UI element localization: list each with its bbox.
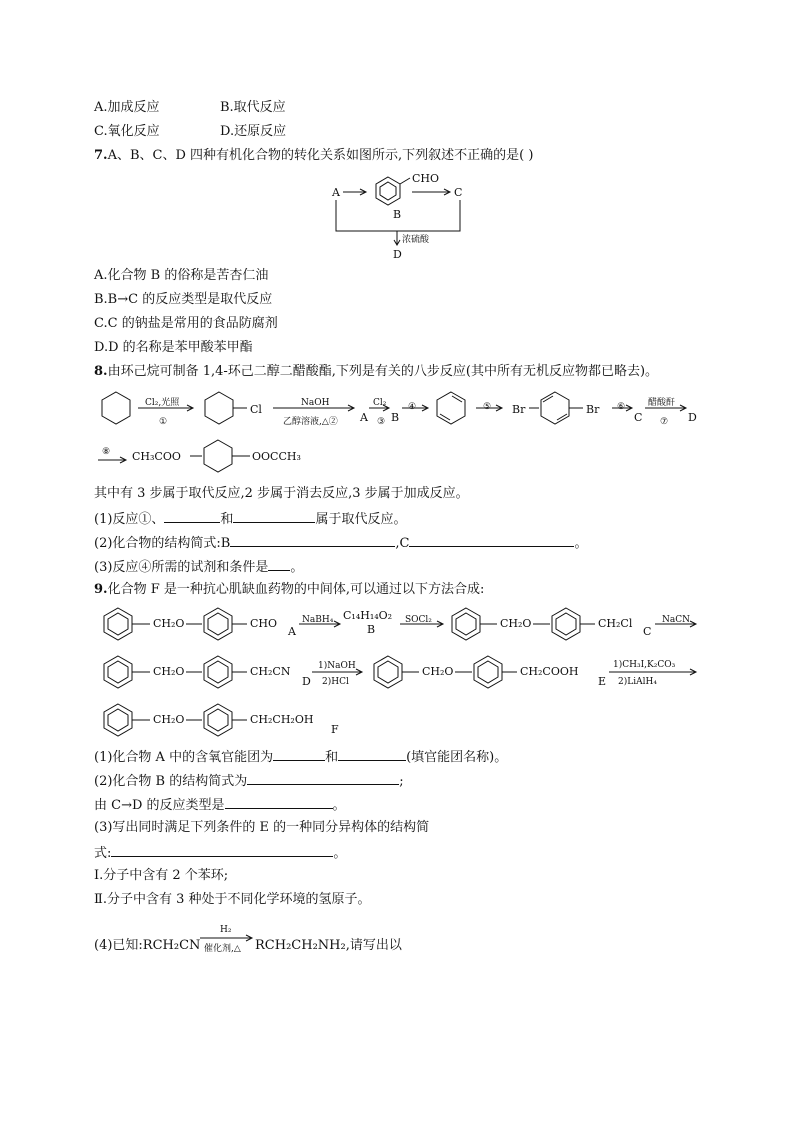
q8-text1: 其中有 3 步属于取代反应,2 步属于消去反应,3 步属于加成反应。 (94, 486, 469, 501)
q9-row2-e: E (598, 675, 607, 688)
q9-formula: C₁₄H₁₄O₂ (343, 609, 393, 622)
q7-label-c: C (454, 186, 463, 199)
q8-number: 8. (94, 364, 108, 379)
q8-br1: Br (512, 403, 526, 416)
q9-row2-benzene-3 (374, 656, 402, 688)
q7-bracket (336, 200, 460, 231)
q8-s4: ④ (408, 402, 417, 412)
q9-r5a: 1)CH₃I,K₂CO₃ (613, 660, 676, 670)
q9-ch2ch2oh: CH₂CH₂OH (250, 713, 314, 726)
q9-p1-c: (填官能团名称)。 (406, 750, 508, 765)
q8-s2-top: NaOH (301, 398, 330, 408)
q8-s1-bot: ① (159, 417, 168, 427)
q7-number: 7. (94, 148, 108, 163)
q9-row1-benzene-1 (104, 608, 132, 640)
q9-row3-benzene-1 (104, 704, 132, 736)
q9-row1-c: C (643, 625, 652, 638)
q9-row1-benzene-4 (552, 608, 580, 640)
q9-row2-ch2o: CH₂O (153, 665, 185, 678)
q9-row2-benzene-4 (474, 656, 502, 688)
q8-left-group: CH₃COO (132, 450, 181, 463)
q8-cl: Cl (250, 403, 262, 416)
q8-p3-a: (3)反应④所需的试剂和条件是 (94, 560, 269, 575)
q9-p4-a: (4)已知:RCH₂CN (94, 938, 201, 953)
q9-row2-benzene-1 (104, 656, 132, 688)
q7-label-cho: CHO (412, 172, 440, 185)
q8-p3-b: 。 (290, 560, 304, 575)
q8-c: C (634, 411, 643, 424)
q9-stem-text: 化合物 F 是一种抗心肌缺血药物的中间体,可以通过以下方法合成: (107, 582, 485, 597)
q9-cond2: Ⅱ.分子中含有 3 种处于不同化学环境的氢原子。 (94, 892, 371, 907)
q7-option-b: B.B→C 的反应类型是取代反应 (94, 292, 273, 307)
q8-s2-bot: 乙醇溶液,△② (283, 417, 338, 427)
q9-row1-ch2o-2: CH₂O (500, 617, 532, 630)
q9-row1-ch2o: CH₂O (153, 617, 185, 630)
q8-a: A (360, 411, 368, 424)
q9-p4-top: H₂ (220, 925, 232, 935)
q7-option-c: C.C 的钠盐是常用的食品防腐剂 (94, 316, 278, 331)
q9-p2-a: (2)化合物 B 的结构简式为 (94, 774, 248, 789)
q9-ch2cooh: CH₂COOH (520, 665, 579, 678)
q9-row2-ch2o-2: CH₂O (422, 665, 454, 678)
q6-option-b: B.取代反应 (220, 100, 286, 115)
q8-diester-ring (204, 440, 232, 472)
q8-p1-a: (1)反应①、 (94, 512, 165, 527)
q9-row1-cho: CHO (250, 617, 278, 630)
q9-p3-c: 。 (333, 846, 347, 861)
q8-p2-c: 。 (574, 536, 588, 551)
q9-r2: SOCl₂ (405, 615, 432, 625)
q9-row1-benzene-2 (204, 608, 232, 640)
q8-cyclohexane-ring (102, 392, 130, 424)
q7-label-a: A (332, 186, 340, 199)
q9-r3: NaCN (662, 615, 691, 625)
q9-row1-a: A (288, 625, 296, 638)
q6-option-a: A.加成反应 (94, 100, 160, 115)
q8-s1-top: Cl₂,光照 (145, 398, 180, 408)
q7-option-d: D.D 的名称是苯甲酸苯甲酯 (94, 340, 253, 355)
q9-r5b: 2)LiAlH₄ (618, 677, 657, 687)
q9-ch2cn: CH₂CN (250, 665, 291, 678)
q9-r4b: 2)HCl (322, 677, 349, 687)
q8-b: B (391, 411, 400, 424)
q8-dibromo-ring (541, 392, 569, 424)
q9-row2-d: D (302, 675, 311, 688)
q8-s5: ⑤ (483, 402, 492, 412)
q9-p2b-a: 由 C→D 的反应类型是 (94, 798, 225, 813)
q8-p2-a: (2)化合物的结构简式:B (94, 536, 231, 551)
q9-p4-b: RCH₂CH₂NH₂,请写出以 (255, 938, 402, 953)
q8-s8: ⑧ (102, 447, 111, 457)
q9-row1-benzene-3 (452, 608, 480, 640)
q9-number: 9. (94, 582, 108, 597)
q7-stem-text: A、B、C、D 四种有机化合物的转化关系如图所示,下列叙述不正确的是( ) (107, 148, 534, 163)
q9-ch2cl: CH₂Cl (598, 617, 633, 630)
q9-p3-b: 式: (94, 846, 112, 861)
q8-p1-c: 属于取代反应。 (315, 512, 407, 527)
q8-s6: ⑥ (617, 402, 626, 412)
q9-cond1: Ⅰ.分子中含有 2 个苯环; (94, 868, 229, 883)
q9-row2-benzene-2 (204, 656, 232, 688)
q8-stem-text: 由环己烷可制备 1,4-环己二醇二醋酸酯,下列是有关的八步反应(其中所有无机反应物都已略去)。 (107, 364, 659, 379)
q8-cyclohexadiene-ring (437, 392, 465, 424)
q9-row3-benzene-2 (204, 704, 232, 736)
q8-right-group: OOCCH₃ (252, 450, 301, 463)
q8-s7-top: 醋酸酐 (648, 398, 676, 408)
q7-option-a: A.化合物 B 的俗称是苦杏仁油 (94, 268, 269, 283)
q7-cond: 浓硫酸 (402, 235, 430, 245)
q9-p1-a: (1)化合物 A 中的含氧官能团为 (94, 750, 274, 765)
q8-d: D (688, 411, 697, 424)
q7-label-d: D (393, 248, 402, 261)
q8-chlorocyclohexane-ring (205, 392, 233, 424)
q9-r1: NaBH₄ (302, 615, 334, 625)
q9-p2-b: ; (399, 774, 404, 789)
q7-benzaldehyde-ring (376, 177, 410, 205)
q9-row3-f: F (331, 723, 339, 736)
q9-p2b-b: 。 (332, 798, 346, 813)
q9-r4a: 1)NaOH (318, 661, 356, 671)
q9-row1-b: B (367, 623, 376, 636)
q8-p2-b: ,C (395, 536, 410, 551)
q8-br2: Br (586, 403, 600, 416)
q8-p1-b: 和 (220, 512, 234, 527)
q8-s7-bot: ⑦ (660, 417, 669, 427)
q8-s3-bot: ③ (377, 417, 386, 427)
q9-part3: (3)写出同时满足下列条件的 E 的一种同分异构体的结构简 (94, 820, 430, 835)
q9-p4-bot: 催化剂,△ (204, 944, 241, 954)
q7-label-b: B (393, 208, 402, 221)
q6-option-c: C.氧化反应 (94, 124, 160, 139)
q9-row3-ch2o: CH₂O (153, 713, 185, 726)
q6-option-d: D.还原反应 (220, 124, 287, 139)
q9-p1-b: 和 (325, 750, 339, 765)
q8-s3-top: Cl₂ (373, 398, 387, 408)
